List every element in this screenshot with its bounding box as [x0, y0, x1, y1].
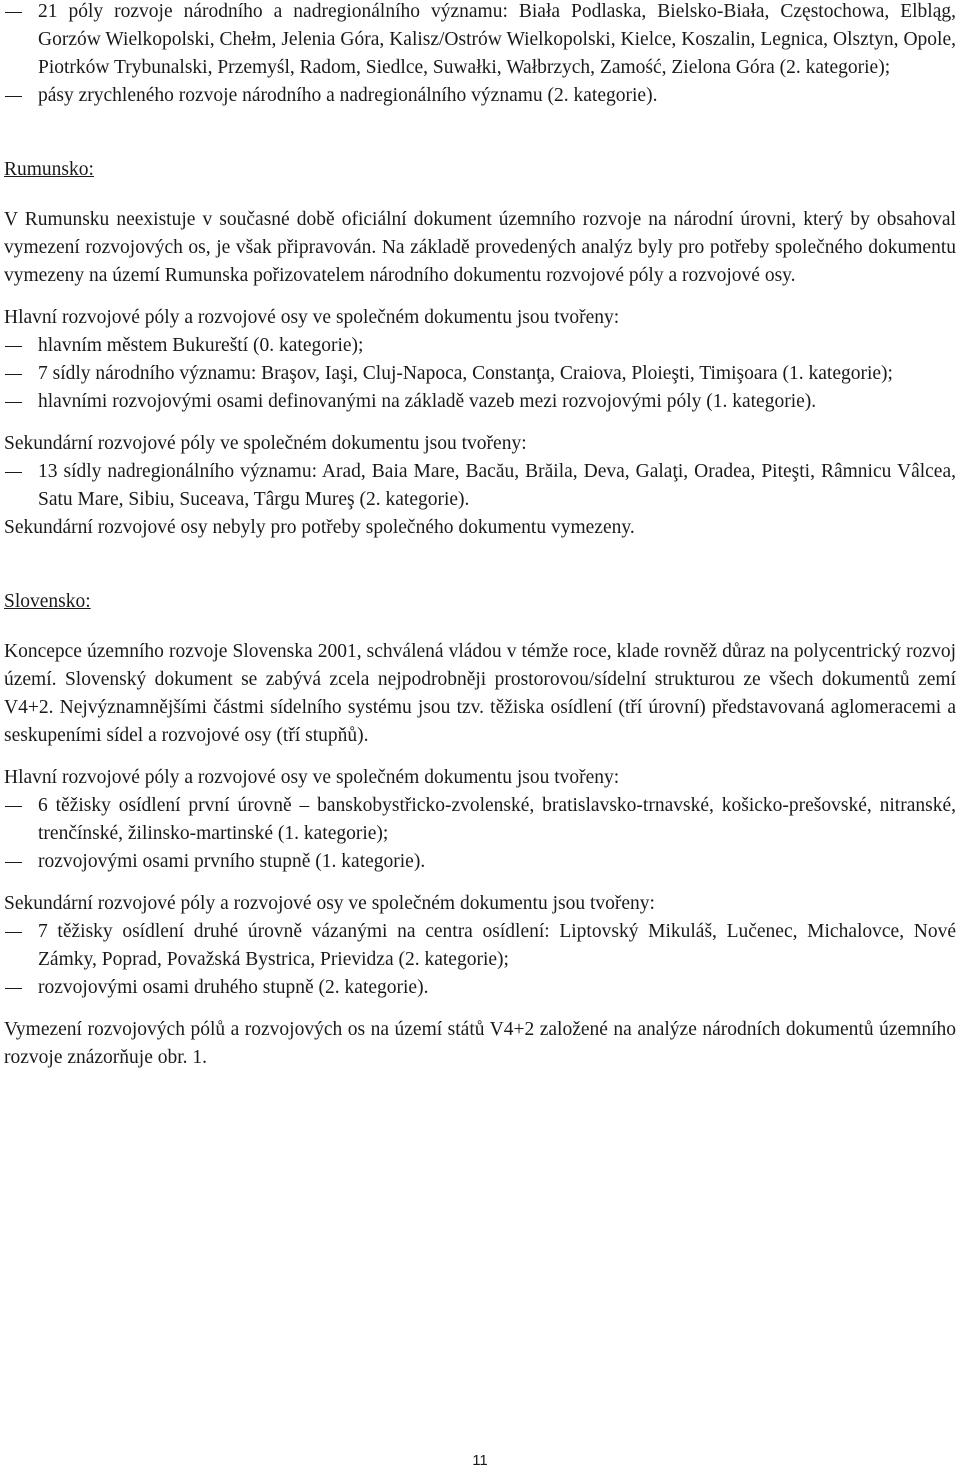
closing-paragraph: Vymezení rozvojových pólů a rozvojových os na území států V4+2 založené na analýze národních dokumentů územního rozvoje znázorňuje obr. 1. — [4, 1019, 956, 1068]
slovakia-secondary-list — [4, 918, 956, 1002]
romania-intro-paragraph: V Rumunsku neexistuje v současné době oficiální dokument územního rozvoje na národní úrovni, který by obsahoval vymezení rozvojových os, je však připravován. Na základě provedených analýz byly pro potřeby společného dokumentu vymezeny na území Rumunska pořizovatelem národního dokumentu rozvojové póly a rozvojové osy. — [4, 209, 956, 286]
list-item: hlavními rozvojovými osami definovanými na základě vazeb mezi rozvojovými póly (1. kategorie). — [4, 388, 956, 416]
romania-primary-heading: Hlavní rozvojové póly a rozvojové osy ve společném dokumentu jsou tvořeny: — [4, 307, 620, 328]
intro-list — [4, 0, 956, 110]
section-heading-slovakia: Slovensko: — [4, 591, 91, 612]
list-item: 6 těžisky osídlení první úrovně – banskobystřicko-zvolenské, bratislavsko-trnavské, košicko-prešovské, nitranské, trenčínské, žilinsko-martinské (1. kategorie); — [4, 792, 956, 848]
list-item: 7 těžisky osídlení druhé úrovně vázanými na centra osídlení: Liptovský Mikuláš, Lučenec, Michalovce, Nové Zámky, Poprad, Považská Bystrica, Prievidza (2. kategorie); — [4, 918, 956, 974]
list-item: 21 póly rozvoje národního a nadregionálního významu: Biała Podlaska, Bielsko-Biała, Częstochowa, Elbląg, Gorzów Wielkopolski, Chełm, Jelenia Góra, Kalisz/Ostrów Wielkopolski, Kielce, Koszalin, Legnica, Olsztyn, Opole, Piotrków Trybunalski, Przemyśl, Radom, Siedlce, Suwałki, Wałbrzych, Zamość, Zielona Góra (2. kategorie); — [4, 0, 956, 82]
romania-secondary-heading: Sekundární rozvojové póly ve společném dokumentu jsou tvořeny: — [4, 433, 527, 454]
list-item: rozvojovými osami druhého stupně (2. kategorie). — [4, 974, 956, 1002]
list-item: pásy zrychleného rozvoje národního a nadregionálního významu (2. kategorie). — [4, 82, 956, 110]
list-item: 7 sídly národního významu: Braşov, Iaşi, Cluj-Napoca, Constanţa, Craiova, Ploieşti, Timişoara (1. kategorie); — [4, 360, 956, 388]
romania-secondary-list — [4, 458, 956, 514]
section-heading-romania: Rumunsko: — [4, 159, 94, 180]
romania-secondary-note: Sekundární rozvojové osy nebyly pro potřeby společného dokumentu vymezeny. — [4, 517, 635, 538]
romania-primary-list — [4, 332, 956, 416]
list-item: hlavním městem Bukureští (0. kategorie); — [4, 332, 956, 360]
slovakia-primary-list — [4, 792, 956, 876]
list-item: 13 sídly nadregionálního významu: Arad, Baia Mare, Bacău, Brăila, Deva, Galaţi, Oradea, Piteşti, Râmnicu Vâlcea, Satu Mare, Sibiu, Suceava, Târgu Mureş (2. kategorie). — [4, 458, 956, 514]
list-item: rozvojovými osami prvního stupně (1. kategorie). — [4, 848, 956, 876]
page-number: 11 — [472, 1452, 488, 1469]
document-page — [4, 0, 956, 1072]
slovakia-primary-heading: Hlavní rozvojové póly a rozvojové osy ve společném dokumentu jsou tvořeny: — [4, 767, 620, 788]
slovakia-secondary-heading: Sekundární rozvojové póly a rozvojové osy ve společném dokumentu jsou tvořeny: — [4, 893, 655, 914]
slovakia-intro-paragraph: Koncepce územního rozvoje Slovenska 2001, schválená vládou v témže roce, klade rovněž důraz na polycentrický rozvoj území. Slovenský dokument se zabývá zcela nejpodrobněji prostorovou/sídelní strukturou ze všech dokumentů zemí V4+2. Nejvýznamnějšími částmi sídelního systému jsou tzv. těžiska osídlení (tří úrovní) představovaná aglomeracemi a seskupeními sídel a rozvojové osy (tří stupňů). — [4, 641, 956, 746]
